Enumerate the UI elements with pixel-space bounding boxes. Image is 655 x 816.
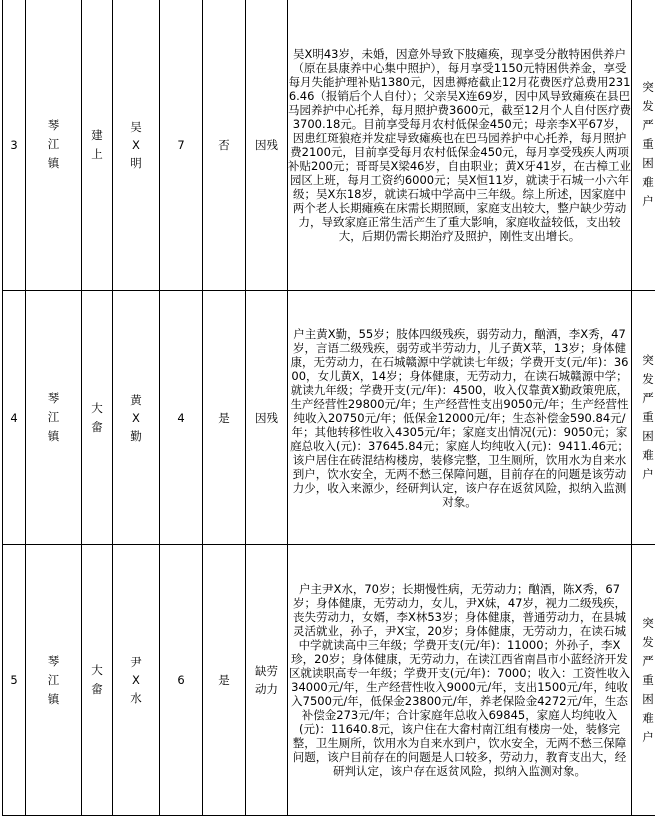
category-cell: [632, 545, 655, 816]
name-cell: [113, 0, 160, 291]
name-cell: [113, 291, 160, 545]
reason-cell: 因残: [246, 0, 288, 291]
table-row: [3, 0, 655, 291]
flag-cell: 是: [203, 291, 246, 545]
name-text: 黄X勤: [128, 391, 144, 445]
row-index: 3: [3, 0, 26, 291]
town-text: 琴江镇: [47, 389, 61, 446]
member-count: 6: [160, 545, 203, 816]
description-cell: 户主黄X勤，55岁；肢体四级残疾，弱劳动力，酗酒，李X秀，47岁，言语二级残疾，弱劳或半劳动力，儿子黄X苹，13岁；身体健康，无劳动力，在石城赣源中学就读七年级；学费开支(元/年)：3600，女儿黄X，14岁；身体健康，无劳动力，在读石城赣源中学；就读九年级；学费开支(元/年)：4500，收入仅靠黄X勤政策兜底，生产经营性29800元/年；生产经营性支出9050元/年；生产经营性纯收入20750元/年；低保金12000元/年；生态补偿金590.84元/年；其他转移性收入4305元/年；家庭支出情况(元)：9050元；家庭总收入(元)：37645.84元；家庭人均纯收入(元)：9411.46元；该户居住在砖混结构楼房，装修完整，卫生厕所，饮用水为自来水到户，饮水安全，无两不愁三保障问题，目前存在的问题是该劳动力少，收入来源少，经研判认定，该户存在返贫风险，拟纳入监测对象。: [288, 291, 632, 545]
town-text: 琴江镇: [47, 652, 61, 709]
table-row: [3, 545, 655, 816]
households-table: [2, 0, 655, 816]
town-cell: [26, 0, 82, 291]
description-cell: 户主尹X水，70岁；长期慢性病，无劳动力；酗酒，陈X秀，67岁；身体健康，无劳动力，女儿，尹X妹，47岁，视力二级残疾，丧失劳动力，女婿，李X林53岁；身体健康，普通劳动力，在县城灵活就业，孙子，尹X宝，20岁；身体健康，无劳动力，在读石城中学就读高中三年级；学费开支(元/年)：11000；外孙子，李X珍，20岁；身体健康，无劳动力，在读江西省南昌市小蓝经济开发区就读职高专一年级；学费开支(元/年)：7000；收入：工资性收入34000元/年，生产经营性收入9000元/年，支出1500元/年，纯收入7500元/年，低保金23800元/年，养老保险金4272元/年，生态补偿金273元/年；合计家庭年总收入69845，家庭人均纯收入(元)：11640.8元，该户住在大畲村南江组有楼房一处，装修完整，卫生厕所，饮用水为自来水到户，饮水安全，无两不愁三保障问题，该户目前存在的问题是人口较多，劳动力，教育支出大，经研判认定，该户存在返贫风险，拟纳入监测对象。: [288, 545, 632, 816]
table-row: [3, 291, 655, 545]
member-count: 7: [160, 0, 203, 291]
row-index: 5: [3, 545, 26, 816]
name-text: 吴X明: [128, 118, 144, 172]
category-text: 突发严重困难户: [641, 614, 655, 747]
town-text: 琴江镇: [47, 116, 61, 173]
town-cell: [26, 291, 82, 545]
village-cell: [82, 0, 113, 291]
category-cell: [632, 0, 655, 291]
town-cell: [26, 545, 82, 816]
reason-cell: 因残: [246, 291, 288, 545]
reason-cell: [246, 545, 288, 816]
reason-text: 缺劳动力: [252, 662, 282, 698]
name-cell: [113, 545, 160, 816]
row-index: 4: [3, 291, 26, 545]
flag-cell: 是: [203, 545, 246, 816]
village-text: 建上: [90, 126, 104, 164]
village-cell: [82, 291, 113, 545]
village-cell: [82, 545, 113, 816]
village-text: 大畲: [90, 661, 104, 699]
category-cell: [632, 291, 655, 545]
village-text: 大畲: [90, 399, 104, 437]
name-text: 尹X水: [128, 653, 144, 707]
category-text: 突发严重困难户: [641, 351, 655, 484]
member-count: 4: [160, 291, 203, 545]
flag-cell: 否: [203, 0, 246, 291]
category-text: 突发严重困难户: [641, 78, 655, 211]
description-cell: 吴X明43岁，未婚，因意外导致下肢瘫痪，现享受分散特困供养户（原在县康养中心集中照护），每月享受1150元特困供养金，享受每月失能护理补贴1380元，因患褥疮截止12月花费医疗总费用2316.46（报销后个人自付）；父亲吴X连69岁，因中风导致瘫痪在县巴马园养护中心托养，每月照护费3600元，截至12月个人自付医疗费3700.18元。目前享受每月农村低保金450元；母亲李X平67岁，因患红斑狼疮并发症导致瘫痪也在巴马园养护中心托养，每月照护费2100元，目前享受每月农村低保金450元，每月享受残疾人两项补贴200元；哥哥吴X梁46岁，自由职业；黄X牙41岁，在古樟工业园区上班，每月工资约6000元；吴X恒11岁，就读于石城一小六年级；吴X东18岁，就读石城中学高中三年级。综上所述，因家庭中两个老人长期瘫痪在床需长期照顾，家庭支出较大，整户缺少劳动力，导致家庭正常生活产生了重大影响，家庭收益较低，支出较大，后期仍需长期治疗及照护，刚性支出增长。: [288, 0, 632, 291]
